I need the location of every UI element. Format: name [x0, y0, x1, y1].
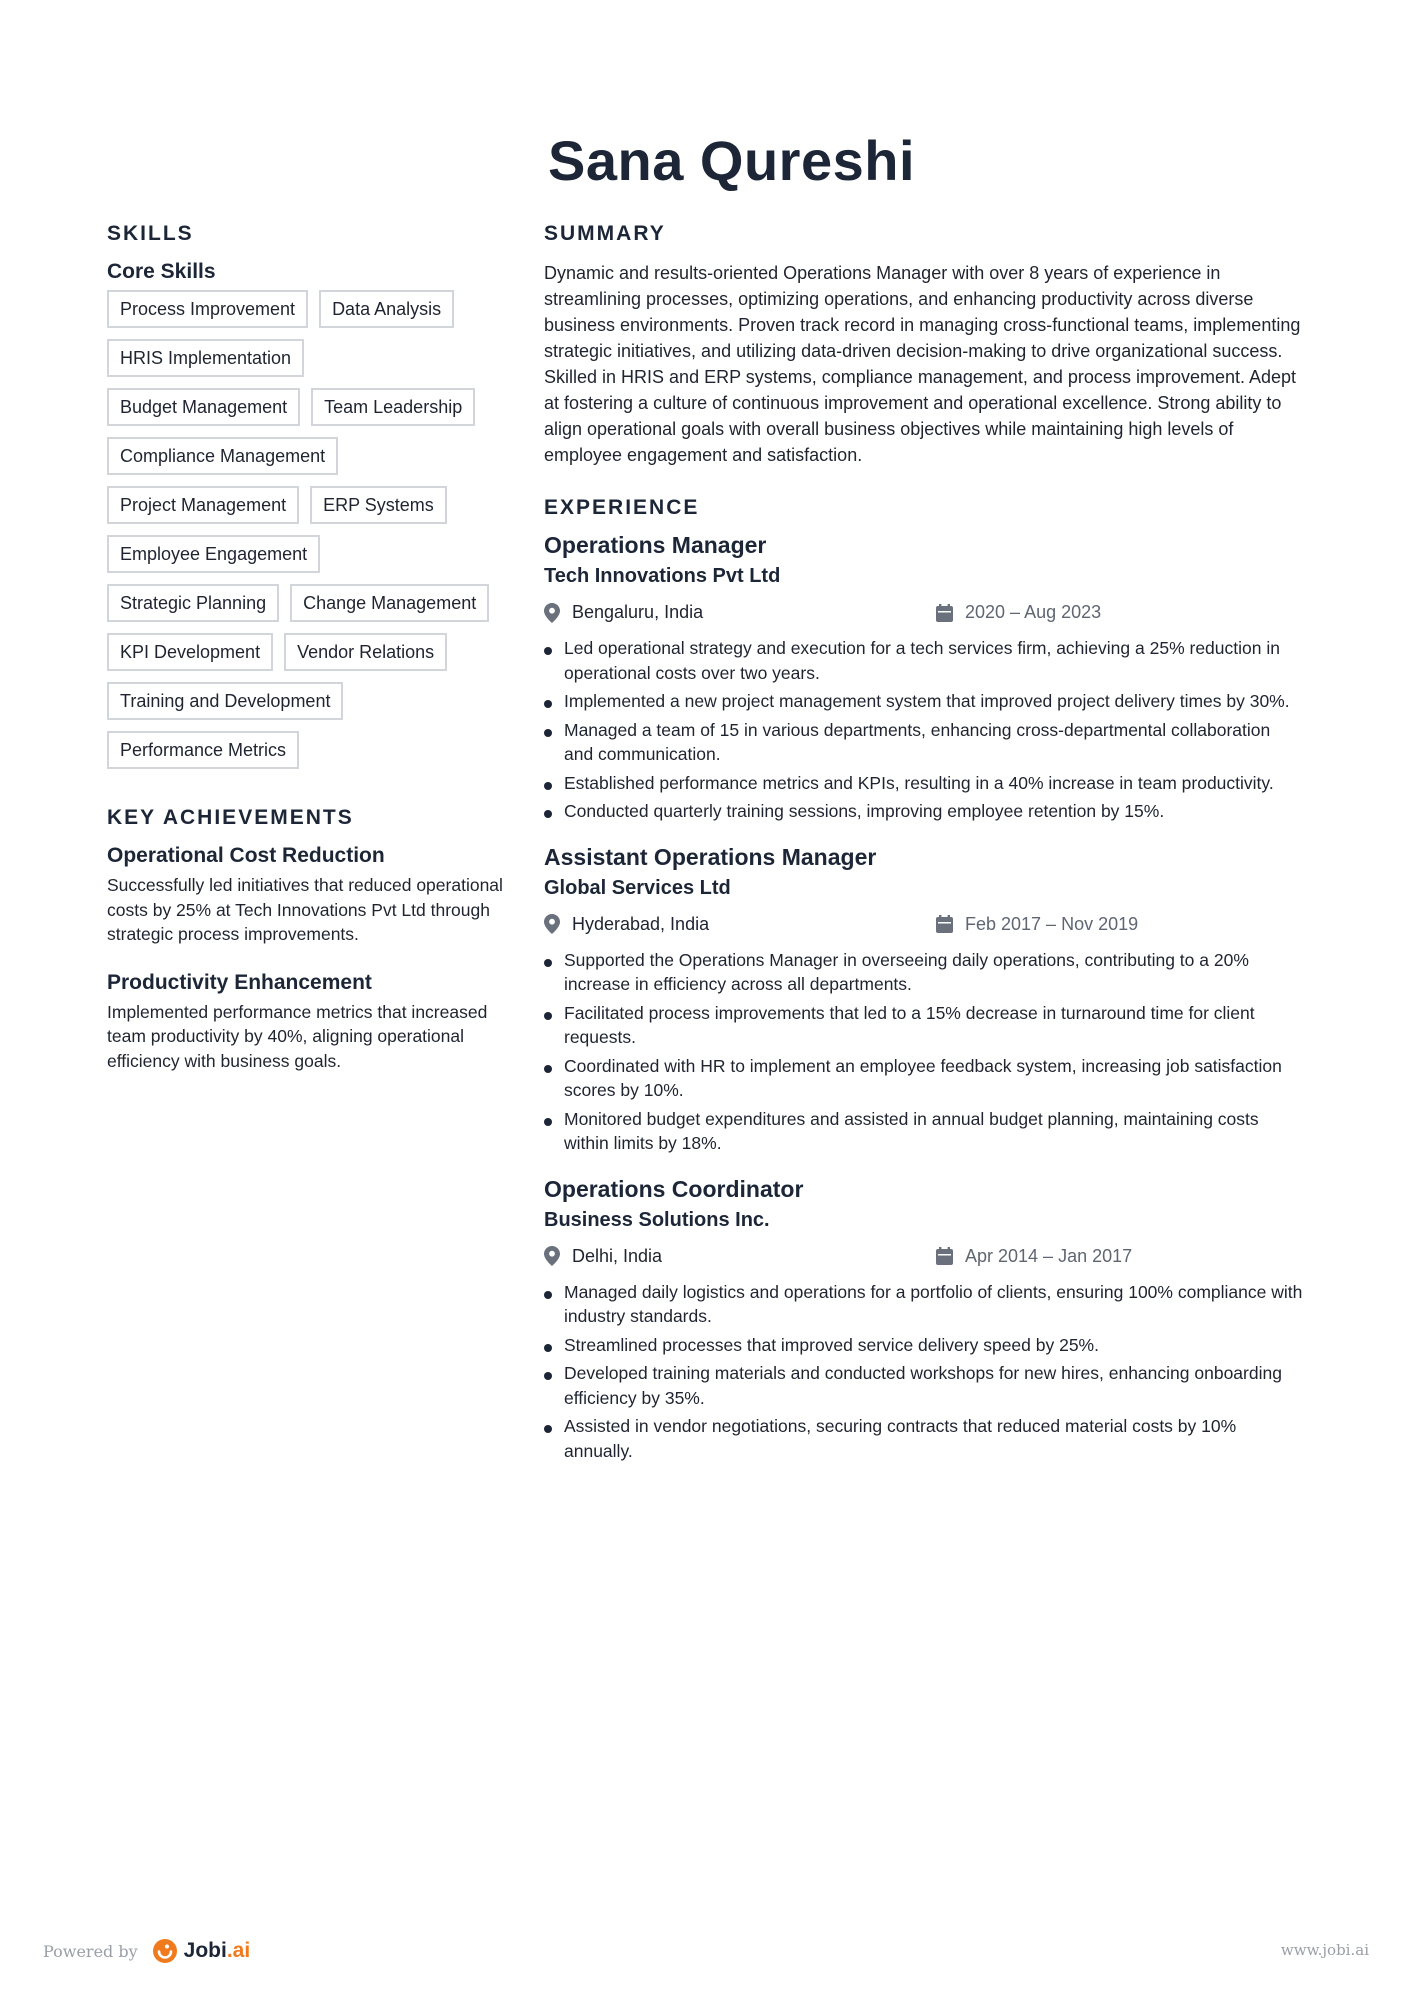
location-text: Bengaluru, India	[572, 602, 704, 622]
job-dates	[936, 602, 1101, 623]
location-pin-icon	[544, 603, 560, 623]
bullet-item: Implemented a new project management system that improved project delivery times by 30%.	[544, 689, 1304, 714]
job-dates	[936, 914, 1138, 935]
date-text: Apr 2014 – Jan 2017	[965, 1245, 1133, 1266]
location-pin-icon	[544, 914, 560, 934]
core-skills-heading: Core Skills	[107, 260, 216, 283]
bullet-item: Facilitated process improvements that led to a 15% decrease in turnaround time for client requests.	[544, 1001, 1304, 1050]
bullet-item: Assisted in vendor negotiations, securing contracts that reduced material costs by 10% annually.	[544, 1414, 1304, 1463]
skill-tag: Performance Metrics	[107, 731, 299, 769]
company-name: Global Services Ltd	[544, 876, 731, 899]
brand-name-main: Jobi	[183, 1939, 227, 1962]
job-title: Operations Manager	[544, 532, 767, 558]
job-meta	[544, 1246, 1304, 1274]
achievement-description: Successfully led initiatives that reduced operational costs by 25% at Tech Innovations Pvt Ltd through strategic process improvements.	[107, 875, 503, 944]
job-location	[544, 1246, 662, 1267]
summary-text: Dynamic and results-oriented Operations Manager with over 8 years of experience in streamlining processes, optimizing operations, and enhancing productivity across diverse business environments. Proven track record in managing cross-functional teams, implementing strategic initiatives, and utilizing data-driven decision-making to drive organizational success. Skilled in HRIS and ERP systems, compliance management, and process improvement. Adept at fostering a culture of continuous improvement and operational excellence. Strong ability to align operational goals with overall business objectives while maintaining high levels of employee engagement and satisfaction.	[544, 263, 1301, 465]
left-column	[107, 222, 507, 1097]
bullet-item: Managed a team of 15 in various departments, enhancing cross-departmental collaboration and communication.	[544, 718, 1304, 767]
right-column	[544, 222, 1304, 1483]
skill-tag: Data Analysis	[319, 290, 454, 328]
date-text: Feb 2017 – Nov 2019	[965, 913, 1139, 934]
achievement-item	[107, 971, 507, 1074]
job-dates	[936, 1246, 1132, 1267]
skill-tag: Training and Development	[107, 682, 343, 720]
achievement-title: Productivity Enhancement	[107, 970, 372, 994]
experience-heading: EXPERIENCE	[544, 496, 700, 519]
bullet-item: Led operational strategy and execution for a tech services firm, achieving a 25% reduction in operational costs over two years.	[544, 636, 1304, 685]
brand-name	[184, 1939, 251, 1963]
skill-tag: Change Management	[290, 584, 489, 622]
achievement-description: Implemented performance metrics that increased team productivity by 40%, aligning operational efficiency with business goals.	[107, 1001, 488, 1071]
experience-item	[544, 532, 1304, 824]
achievement-item	[107, 844, 507, 947]
location-text: Delhi, India	[572, 1245, 663, 1266]
calendar-icon	[936, 604, 953, 622]
job-location	[544, 914, 709, 935]
skill-tag: ERP Systems	[310, 486, 447, 524]
candidate-name: Sana Qureshi	[548, 129, 916, 192]
powered-by-text: Powered by	[43, 1941, 138, 1961]
experience-item	[544, 844, 1304, 1156]
skill-tag: Project Management	[107, 486, 299, 524]
job-meta	[544, 914, 1304, 942]
jobi-logo[interactable]	[152, 1938, 251, 1964]
job-title: Assistant Operations Manager	[544, 843, 877, 870]
achievement-title: Operational Cost Reduction	[107, 844, 385, 867]
bullet-item: Supported the Operations Manager in overseeing daily operations, contributing to a 20% increase in efficiency across all departments.	[544, 948, 1304, 997]
powered-by-footer	[43, 1938, 250, 1964]
job-meta	[544, 602, 1304, 630]
skill-tag: Budget Management	[107, 388, 300, 426]
job-bullets	[544, 636, 1304, 824]
bullet-item: Managed daily logistics and operations for a portfolio of clients, ensuring 100% compliance with industry standards.	[544, 1280, 1304, 1329]
skill-tag: Process Improvement	[107, 290, 308, 328]
bullet-item: Conducted quarterly training sessions, improving employee retention by 15%.	[544, 799, 1304, 824]
bullet-item: Monitored budget expenditures and assisted in annual budget planning, maintaining costs within limits by 18%.	[544, 1107, 1304, 1156]
experience-item	[544, 1176, 1304, 1464]
bullet-item: Coordinated with HR to implement an employee feedback system, increasing job satisfaction scores by 10%.	[544, 1054, 1304, 1103]
skill-tag: Vendor Relations	[284, 633, 447, 671]
skill-tag: KPI Development	[107, 633, 273, 671]
skill-tag: Strategic Planning	[107, 584, 279, 622]
job-bullets	[544, 1280, 1304, 1464]
company-name: Tech Innovations Pvt Ltd	[544, 565, 781, 587]
skill-tag: HRIS Implementation	[107, 339, 304, 377]
bullet-item: Established performance metrics and KPIs, resulting in a 40% increase in team productivity.	[544, 771, 1304, 796]
calendar-icon	[936, 1247, 953, 1265]
bullet-item: Streamlined processes that improved service delivery speed by 25%.	[544, 1333, 1304, 1358]
website-link[interactable]: www.jobi.ai	[1280, 1941, 1369, 1959]
skill-tag: Compliance Management	[107, 437, 338, 475]
job-title: Operations Coordinator	[544, 1175, 804, 1202]
bullet-item: Developed training materials and conducted workshops for new hires, enhancing onboarding efficiency by 35%.	[544, 1361, 1304, 1410]
key-achievements-heading: KEY ACHIEVEMENTS	[107, 806, 354, 829]
location-text: Hyderabad, India	[572, 913, 710, 934]
date-text: 2020 – Aug 2023	[965, 602, 1102, 622]
skill-tag: Team Leadership	[311, 388, 475, 426]
location-pin-icon	[544, 1246, 560, 1266]
jobi-logo-icon	[152, 1938, 178, 1964]
job-location	[544, 602, 703, 623]
calendar-icon	[936, 915, 953, 933]
brand-name-suffix: .ai	[226, 1939, 251, 1962]
skills-list	[107, 290, 507, 780]
skills-heading: SKILLS	[107, 222, 194, 245]
job-bullets	[544, 948, 1304, 1156]
company-name: Business Solutions Inc.	[544, 1208, 770, 1231]
skill-tag: Employee Engagement	[107, 535, 320, 573]
summary-heading: SUMMARY	[544, 222, 666, 245]
